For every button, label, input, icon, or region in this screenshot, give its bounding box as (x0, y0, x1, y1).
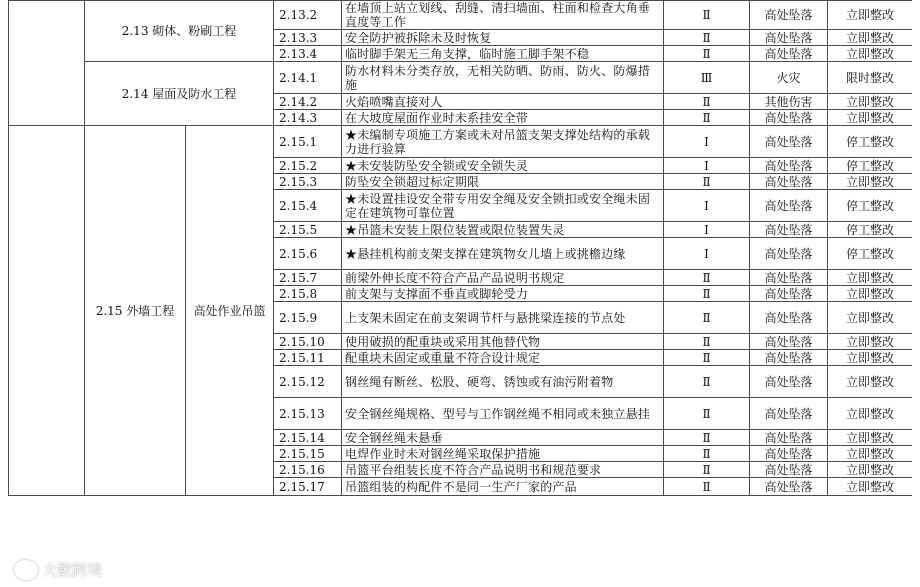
hazard-level: Ⅱ (664, 334, 750, 350)
rectification-measure: 停工整改 (828, 238, 912, 270)
item-code: 2.15.8 (274, 286, 342, 302)
left-margin-cell-lower (9, 126, 85, 496)
item-code: 2.15.16 (274, 462, 342, 478)
hazard-level: Ⅰ (664, 222, 750, 238)
table-row (9, 126, 913, 158)
hazard-level: Ⅱ (664, 46, 750, 62)
left-margin-cell (9, 1, 85, 126)
document-page (8, 0, 912, 587)
accident-type: 高处坠落 (750, 126, 828, 158)
item-code: 2.15.6 (274, 238, 342, 270)
item-code: 2.15.1 (274, 126, 342, 158)
hazard-level: Ⅲ (664, 62, 750, 94)
item-description: 安全钢丝绳未悬垂 (342, 430, 664, 446)
accident-type: 高处坠落 (750, 190, 828, 222)
item-code: 2.15.2 (274, 158, 342, 174)
hazard-level: Ⅱ (664, 94, 750, 110)
accident-type: 高处坠落 (750, 222, 828, 238)
rectification-measure: 立即整改 (828, 398, 912, 430)
hazard-level: Ⅱ (664, 446, 750, 462)
hazard-level: Ⅰ (664, 126, 750, 158)
item-code: 2.15.5 (274, 222, 342, 238)
accident-type: 高处坠落 (750, 398, 828, 430)
rectification-measure: 立即整改 (828, 174, 912, 190)
hazard-table-body (9, 1, 913, 496)
rectification-measure: 立即整改 (828, 430, 912, 446)
hazard-level: Ⅱ (664, 430, 750, 446)
accident-type: 火灾 (750, 62, 828, 94)
item-description: 配重块未固定或重量不符合设计规定 (342, 350, 664, 366)
rectification-measure: 限时整改 (828, 62, 912, 94)
table-row (9, 1, 913, 30)
item-description: 安全防护被拆除未及时恢复 (342, 30, 664, 46)
hazard-level: Ⅱ (664, 366, 750, 398)
item-description: 火焰喷嘴直接对人 (342, 94, 664, 110)
accident-type: 高处坠落 (750, 286, 828, 302)
item-code: 2.14.3 (274, 110, 342, 126)
item-code: 2.13.2 (274, 1, 342, 30)
item-description: 在大坡度屋面作业时未系挂安全带 (342, 110, 664, 126)
accident-type: 高处坠落 (750, 238, 828, 270)
rectification-measure: 停工整改 (828, 222, 912, 238)
eye-logo-icon (14, 560, 38, 580)
rectification-measure: 立即整改 (828, 110, 912, 126)
rectification-measure: 立即整改 (828, 334, 912, 350)
accident-type: 高处坠落 (750, 478, 828, 496)
rectification-measure: 立即整改 (828, 270, 912, 286)
hazard-level: Ⅱ (664, 478, 750, 496)
hazard-level: Ⅱ (664, 174, 750, 190)
rectification-measure: 停工整改 (828, 126, 912, 158)
item-description: ★未设置挂设安全带专用安全绳及安全锁扣或安全绳未固定在建筑物可靠位置 (342, 190, 664, 222)
item-code: 2.15.14 (274, 430, 342, 446)
item-description: 防坠安全锁超过标定期限 (342, 174, 664, 190)
item-description: 前支架与支撑面不垂直或脚轮受力 (342, 286, 664, 302)
hazard-level: Ⅱ (664, 30, 750, 46)
hazard-level: Ⅱ (664, 398, 750, 430)
table-row (9, 62, 913, 94)
accident-type: 高处坠落 (750, 334, 828, 350)
item-code: 2.15.4 (274, 190, 342, 222)
accident-type: 高处坠落 (750, 158, 828, 174)
hazard-level: Ⅱ (664, 110, 750, 126)
rectification-measure: 立即整改 (828, 446, 912, 462)
item-description: 吊篮平台组装长度不符合产品说明书和规范要求 (342, 462, 664, 478)
item-code: 2.15.11 (274, 350, 342, 366)
item-code: 2.15.7 (274, 270, 342, 286)
item-code: 2.15.15 (274, 446, 342, 462)
accident-type: 高处坠落 (750, 302, 828, 334)
hazard-level: Ⅱ (664, 462, 750, 478)
item-description: 安全钢丝绳规格、型号与工作钢丝绳不相同或未独立悬挂 (342, 398, 664, 430)
item-code: 2.15.17 (274, 478, 342, 496)
item-code: 2.15.10 (274, 334, 342, 350)
item-code: 2.14.2 (274, 94, 342, 110)
watermark (14, 559, 102, 580)
rectification-measure: 立即整改 (828, 1, 912, 30)
rectification-measure: 立即整改 (828, 30, 912, 46)
item-description: 上支架未固定在前支架调节杆与悬挑梁连接的节点处 (342, 302, 664, 334)
accident-type: 高处坠落 (750, 270, 828, 286)
item-description: 电焊作业时未对钢丝绳采取保护措施 (342, 446, 664, 462)
item-description: 使用破损的配重块或采用其他替代物 (342, 334, 664, 350)
item-code: 2.15.3 (274, 174, 342, 190)
section-214-title: 2.14 屋面及防水工程 (85, 62, 274, 126)
item-description: 临时脚手架无三角支撑，临时施工脚手架不稳 (342, 46, 664, 62)
rectification-measure: 立即整改 (828, 302, 912, 334)
item-description: ★未安装防坠安全锁或安全锁失灵 (342, 158, 664, 174)
accident-type: 高处坠落 (750, 446, 828, 462)
item-description: 在墙顶上站立划线、刮缝、清扫墙面、柱面和检查大角垂直度等工作 (342, 1, 664, 30)
item-description: 吊篮组装的构配件不是同一生产厂家的产品 (342, 478, 664, 496)
rectification-measure: 立即整改 (828, 462, 912, 478)
rectification-measure: 立即整改 (828, 46, 912, 62)
accident-type: 高处坠落 (750, 110, 828, 126)
item-description: 前梁外伸长度不符合产品产品说明书规定 (342, 270, 664, 286)
rectification-measure: 立即整改 (828, 350, 912, 366)
watermark-text: 大數跨境 (42, 561, 103, 579)
hazard-level: Ⅱ (664, 302, 750, 334)
section-215-title: 2.15 外墙工程 (85, 126, 186, 496)
hazard-level: Ⅱ (664, 286, 750, 302)
item-code: 2.15.12 (274, 366, 342, 398)
hazard-level: Ⅱ (664, 270, 750, 286)
rectification-measure: 立即整改 (828, 366, 912, 398)
accident-type: 高处坠落 (750, 350, 828, 366)
item-code: 2.15.9 (274, 302, 342, 334)
item-description: ★未编制专项施工方案或未对吊篮支架支撑处结构的承载力进行验算 (342, 126, 664, 158)
accident-type: 高处坠落 (750, 366, 828, 398)
accident-type: 高处坠落 (750, 30, 828, 46)
rectification-measure: 停工整改 (828, 158, 912, 174)
rectification-measure: 立即整改 (828, 94, 912, 110)
accident-type: 高处坠落 (750, 430, 828, 446)
accident-type: 高处坠落 (750, 1, 828, 30)
item-description: 钢丝绳有断丝、松股、硬弯、锈蚀或有油污附着物 (342, 366, 664, 398)
rectification-measure: 立即整改 (828, 478, 912, 496)
hazard-level: Ⅰ (664, 158, 750, 174)
subsection-hanging-basket: 高处作业吊篮 (186, 126, 274, 496)
rectification-measure: 停工整改 (828, 190, 912, 222)
accident-type: 高处坠落 (750, 174, 828, 190)
accident-type: 高处坠落 (750, 462, 828, 478)
item-description: ★悬挂机构前支架支撑在建筑物女儿墙上或挑檐边缘 (342, 238, 664, 270)
section-213-title: 2.13 砌体、粉刷工程 (85, 1, 274, 62)
item-code: 2.14.1 (274, 62, 342, 94)
hazard-table (8, 0, 912, 496)
accident-type: 其他伤害 (750, 94, 828, 110)
rectification-measure: 立即整改 (828, 286, 912, 302)
hazard-level: Ⅰ (664, 190, 750, 222)
hazard-level: Ⅰ (664, 238, 750, 270)
hazard-level: Ⅱ (664, 1, 750, 30)
accident-type: 高处坠落 (750, 46, 828, 62)
item-code: 2.13.4 (274, 46, 342, 62)
item-description: ★吊篮未安装上限位装置或限位装置失灵 (342, 222, 664, 238)
item-description: 防水材料未分类存放，无相关防晒、防雨、防火、防爆措施 (342, 62, 664, 94)
item-code: 2.13.3 (274, 30, 342, 46)
hazard-level: Ⅱ (664, 350, 750, 366)
item-code: 2.15.13 (274, 398, 342, 430)
